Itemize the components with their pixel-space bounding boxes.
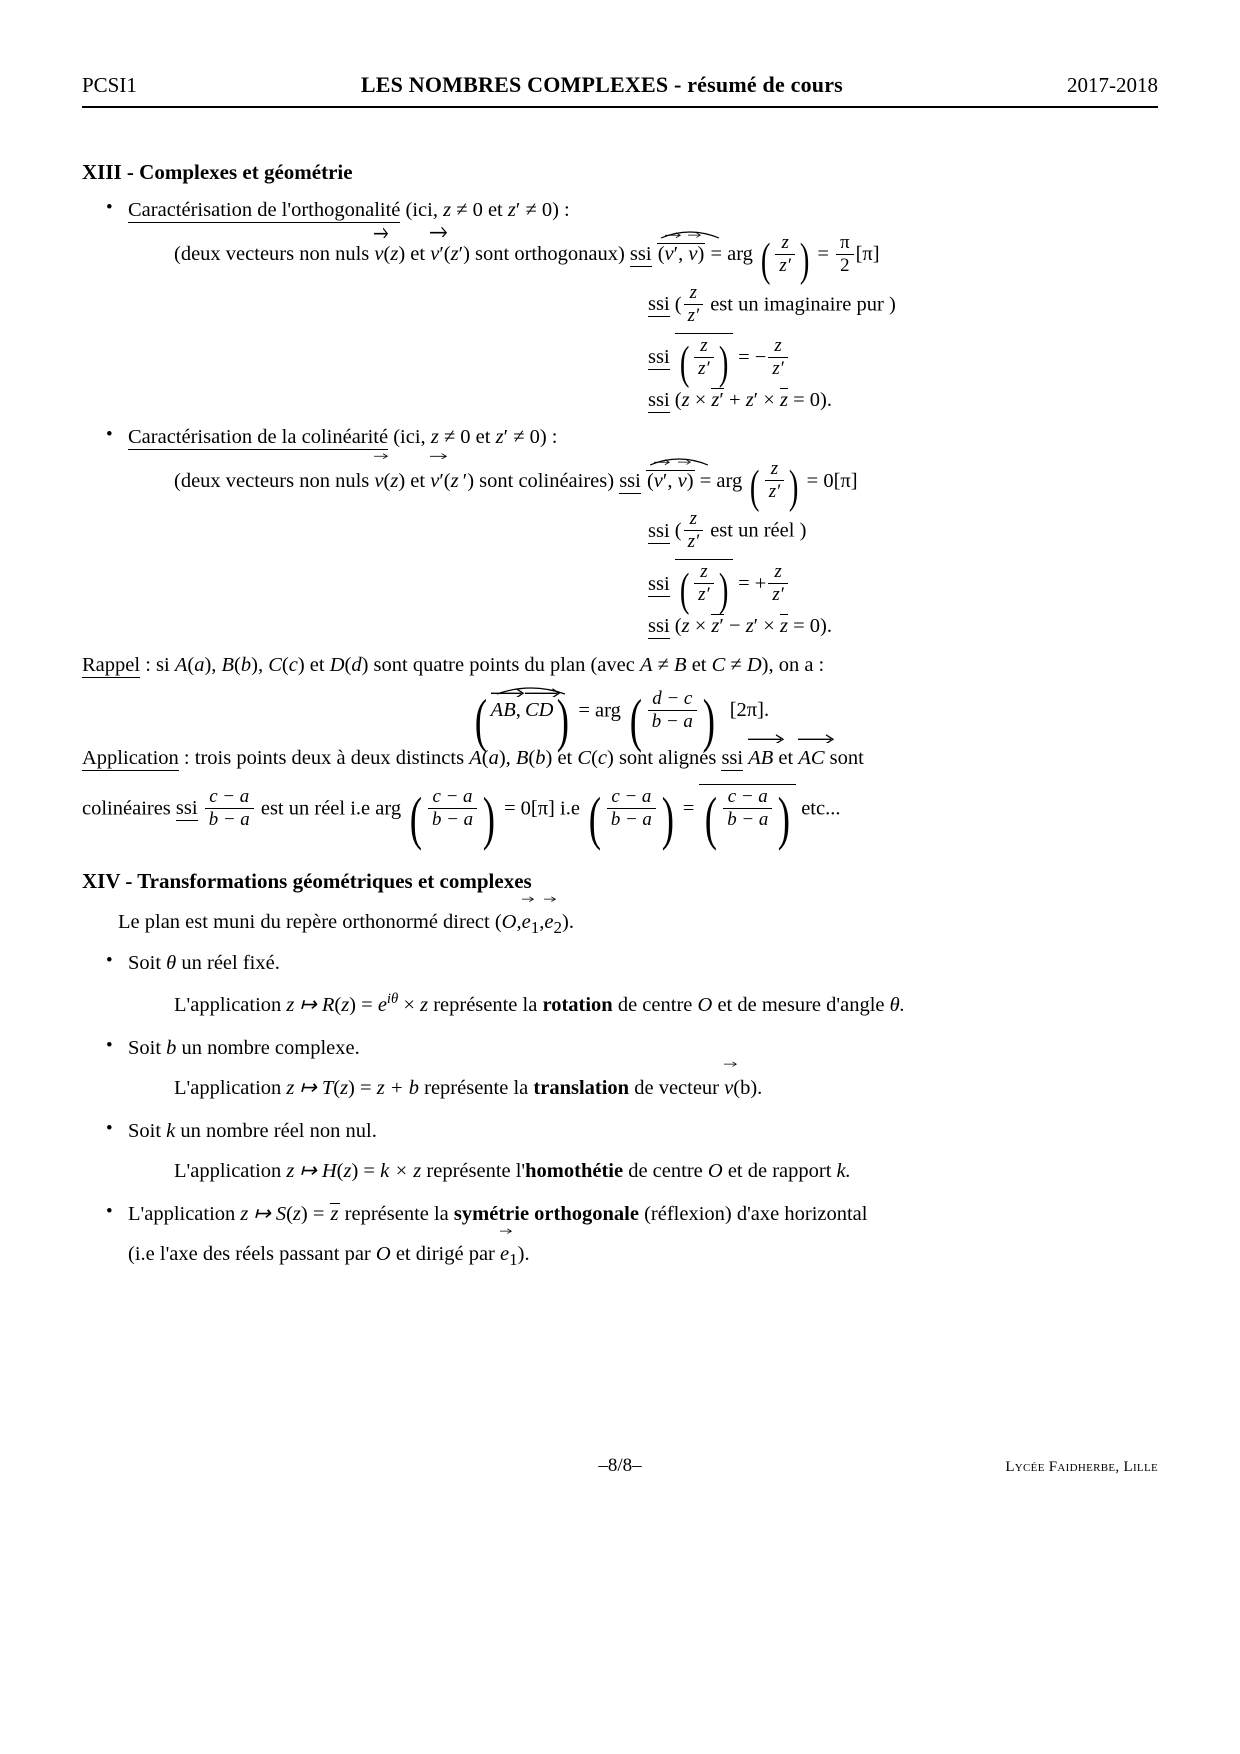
- closing-paren: ).: [517, 1243, 530, 1266]
- vector-e1: e: [500, 1240, 509, 1269]
- subscript-1: 1: [509, 1250, 518, 1270]
- footer-school-name: Lycée Faidherbe, Lille: [1005, 1459, 1158, 1475]
- arg-operator: arg: [727, 242, 753, 265]
- application-equation-line: colinéaires ssi $\frac{c - a}{b - a}$ est un réel i.e arg ( $\frac{c - a}{b - a}$ ) = 0[π] i.e ( $\frac{c - a}{b - a}$ ) = ( $\frac{c - a}{b - a}$ ) etc...: [82, 784, 841, 851]
- text-est-un-reel: est un réel i.e: [260, 796, 371, 819]
- conjugate-z: z: [330, 1203, 339, 1226]
- left-paren: (: [760, 234, 771, 286]
- equals-sign: =: [710, 242, 722, 265]
- plus-sign: +: [754, 572, 767, 595]
- text-reel-fixe: un réel fixé.: [181, 951, 280, 974]
- xiv-intro: Le plan est muni du repère orthonormé direct (O, $e_1$, $e_2$).: [82, 908, 1158, 940]
- map-symbol: z ↦: [286, 1160, 317, 1183]
- vector-AB: AB: [491, 696, 516, 725]
- page-header: [82, 72, 1158, 98]
- text-mesure-angle: et de mesure d'angle: [717, 993, 885, 1016]
- symbol-b: b: [166, 1036, 177, 1059]
- fraction-z-over-zprime: $\frac{z}{z'}$: [684, 509, 703, 552]
- text-application: L'application: [174, 993, 282, 1016]
- text-imaginaire-pur: est un imaginaire pur: [710, 292, 884, 315]
- text-colineaires: colinéaires: [82, 796, 171, 819]
- angle-AB-CD: AB, CD: [491, 692, 554, 725]
- bullet-symetrie: [82, 1200, 1158, 1272]
- bullet-translation-head: [128, 1034, 1158, 1063]
- ssi-keyword: ssi: [619, 469, 641, 492]
- vector-arg: (b).: [733, 1076, 763, 1099]
- ssi-keyword: ssi: [629, 242, 652, 265]
- fraction-ca-over-ba: $\frac{c - a}{b - a}$: [607, 787, 656, 830]
- bullet-rotation: [82, 949, 1158, 1020]
- vector-CD: CD: [525, 696, 553, 725]
- vector-AB-label: AB: [748, 747, 774, 770]
- page-footer: [82, 1455, 1158, 1477]
- rappel-paragraph: Rappel : si A(a), B(b), C(c) et D(d) sont quatre points du plan (avec A ≠ B et C ≠ D), on a :: [82, 654, 825, 677]
- vector-AC-label: AC: [798, 747, 825, 770]
- orthogonalite-equiv-line-1: (deux vecteurs non nuls v(z) et v′(z′) sont orthogonaux) ssi ( v′, v) = arg ( $\frac{z}{z'}$ ) = $\frac{\pi}{2}$ [π]: [128, 230, 1158, 276]
- bullet-rotation-head: [128, 949, 1158, 978]
- point-O: O: [501, 911, 517, 934]
- right-paren: ): [799, 234, 810, 286]
- modulo-pi: 0[π]: [823, 469, 858, 492]
- function-H: H: [321, 1160, 337, 1183]
- symbol-theta: θ: [166, 951, 177, 974]
- equals-sign: =: [738, 345, 750, 368]
- arg-operator: arg: [375, 796, 402, 819]
- text-application: L'application: [174, 1160, 282, 1183]
- bullet-colinearite-label: Caractérisation de la colinéarité: [128, 425, 389, 448]
- fraction-z-over-zprime: $\frac{z}{z'}$: [768, 336, 787, 379]
- text-reflexion-axe: (réflexion) d'axe horizontal: [644, 1203, 868, 1226]
- ssi-keyword: ssi: [648, 388, 670, 411]
- fraction-z-over-zprime: $\frac{z}{z'}$: [765, 459, 784, 502]
- bullet-orthogonalite-condition: (ici, z ≠ 0 et z′ ≠ 0) :: [405, 198, 570, 221]
- colinearite-equiv-line-2: ssi ( $\frac{z}{z'}$ est un réel ): [648, 508, 807, 553]
- conjugate-bar: ( $\frac{z}{z'}$ ): [675, 333, 733, 379]
- text-soit: Soit: [128, 1119, 162, 1142]
- bullet-translation-body: L'application z ↦ T(z) = z + b représente la translation de vecteur v(b).: [128, 1074, 1158, 1103]
- text-application: L'application: [174, 1076, 282, 1099]
- point-O: O: [375, 1243, 391, 1266]
- bullet-homothetie-head: [128, 1117, 1158, 1146]
- minus-sign: −: [754, 345, 767, 368]
- vector-v-icon: v: [374, 467, 383, 496]
- fraction-pi-over-two: $\frac{\pi}{2}$: [836, 233, 854, 276]
- ssi-keyword: ssi: [721, 747, 744, 770]
- fraction-z-over-zprime: $\frac{z}{z'}$: [694, 336, 713, 379]
- orthogonalite-equiv-line-3: [648, 333, 1158, 389]
- colinearite-equiv-line-4: ssi (z × z′ − z′ × z = 0).: [648, 615, 832, 638]
- vector-e2: e: [544, 908, 553, 937]
- document-body: [82, 140, 1158, 1281]
- rappel-label: Rappel: [82, 654, 141, 677]
- ssi-keyword: ssi: [175, 796, 198, 819]
- fraction-ca-over-ba: $\frac{c - a}{b - a}$: [428, 787, 477, 830]
- arg-operator: arg: [595, 698, 621, 721]
- vector-AB: [748, 744, 773, 773]
- modulo-2pi: [2π].: [729, 698, 770, 721]
- ssi-keyword: ssi: [648, 572, 670, 595]
- point-O: O: [697, 993, 713, 1016]
- text-nombre-complexe: un nombre complexe.: [181, 1036, 360, 1059]
- mod-pi-ie: = 0[π] i.e: [503, 796, 580, 819]
- keyword-rotation: rotation: [542, 993, 613, 1016]
- symbol-k: k: [166, 1119, 176, 1142]
- bullet-orthogonalite: [82, 196, 1158, 415]
- ssi-keyword: ssi: [648, 292, 670, 315]
- map-symbol: z ↦: [240, 1203, 271, 1226]
- conjugate-bar: ( $\frac{z}{z'}$ ): [675, 559, 733, 605]
- text-et: et: [778, 747, 794, 770]
- header-title-subtitle: - résumé de cours: [673, 72, 843, 97]
- text-represente-la: représente la: [344, 1203, 449, 1226]
- text-axe-reels: (i.e l'axe des réels passant par: [128, 1243, 371, 1266]
- colinearite-equiv-line-1: (deux vecteurs non nuls v(z) et v′(z ′) sont colinéaires) ssi ( v′, v) = arg ( $\frac{z}{z'}$ ) = 0[π]: [128, 457, 1158, 503]
- vector-vprime-icon: v′: [430, 240, 444, 269]
- colinearite-premise: (deux vecteurs non nuls v(z) et v′(z ′) sont colinéaires): [174, 470, 614, 492]
- text-soit: Soit: [128, 1036, 162, 1059]
- fraction-z-over-zprime: $\frac{z}{z'}$: [775, 233, 794, 276]
- text-de-centre: de centre: [628, 1160, 703, 1183]
- xiv-intro-text: Le plan est muni du repère orthonormé direct: [118, 911, 490, 934]
- fraction-z-over-zprime: $\frac{z}{z'}$: [684, 283, 703, 326]
- map-symbol: z ↦: [286, 993, 317, 1016]
- text-etc: etc...: [801, 796, 841, 819]
- rappel-equation: ( AB, CD) = arg ( $\frac{d - c}{b - a}$ ) [2π].: [474, 686, 770, 753]
- vector-v-icon: v: [724, 1074, 733, 1103]
- text-de-centre: de centre: [617, 993, 693, 1016]
- header-course-code: PCSI1: [82, 73, 137, 97]
- bullet-colinearite-condition: (ici, z ≠ 0 et z′ ≠ 0) :: [393, 425, 558, 448]
- bullet-symetrie-body: • L'application z ↦ S(z) = z représente la symétrie orthogonale (réflexion) d'axe horizontal: [128, 1203, 868, 1226]
- bullet-orthogonalite-label: Caractérisation de l'orthogonalité: [128, 198, 401, 221]
- function-R: R: [321, 993, 335, 1016]
- expression-k-times-z: k × z: [380, 1160, 422, 1183]
- vector-AC: [798, 744, 824, 773]
- fraction-dc-over-ba: $\frac{d - c}{b - a}$: [648, 689, 697, 732]
- bullet-colinearite-header: [128, 423, 1158, 452]
- header-title: [361, 72, 843, 98]
- section-heading-xiii: XIII - Complexes et géométrie: [82, 160, 353, 184]
- orthogonalite-equiv-line-2: ssi ( $\frac{z}{z'}$ est un imaginaire pur ): [648, 281, 896, 326]
- bullet-homothetie-body: L'application z ↦ H(z) = k × z représente l'homothétie de centre O et de rapport k.: [174, 1160, 851, 1183]
- expression-z-plus-b: z + b: [376, 1076, 419, 1099]
- bullet-list-xiv: [82, 949, 1158, 1273]
- vector-e1: e: [522, 908, 531, 937]
- text-de-rapport: et de rapport: [727, 1160, 832, 1183]
- arg-operator: arg: [716, 469, 743, 492]
- ssi-keyword: ssi: [648, 345, 670, 368]
- fraction-z-over-zprime: $\frac{z}{z'}$: [768, 562, 787, 605]
- map-symbol: z ↦: [286, 1076, 317, 1099]
- header-divider: [82, 106, 1158, 108]
- text-de-vecteur: de vecteur: [634, 1076, 720, 1099]
- bullet-orthogonalite-header: [128, 196, 1158, 225]
- bullet-homothetie: [82, 1117, 1158, 1186]
- orthogonalite-premise: (deux vecteurs non nuls v(z) et v′(z′) sont orthogonaux): [174, 243, 625, 265]
- text-soit: Soit: [128, 951, 162, 974]
- header-academic-year: 2017-2018: [1066, 73, 1158, 97]
- bullet-rotation-body: L'application z ↦ $R(z) = e^{i\theta} \times z$ représente la rotation de centre O et de mesure d'angle θ.: [174, 990, 905, 1016]
- bullet-colinearite: [82, 423, 1158, 642]
- symbol-theta: θ.: [889, 993, 905, 1016]
- angle-vprime-v: ( v′, v): [646, 457, 695, 496]
- text-reel: est un réel: [710, 519, 795, 542]
- equals-sign-2: =: [817, 242, 829, 265]
- fraction-ca-over-ba: $\frac{c - a}{b - a}$: [205, 787, 254, 830]
- angle-vprime-v: ( v′, v): [657, 230, 706, 269]
- ssi-keyword: ssi: [648, 615, 670, 638]
- application-paragraph: Application : trois points deux à deux distincts A(a), B(b) et C(c) sont alignés ssi AB et AC sont: [82, 744, 1158, 773]
- vector-v-icon: v: [374, 240, 383, 269]
- orthogonalite-equiv-line-4: ssi (z × z′ + z′ × z = 0).: [648, 388, 832, 411]
- keyword-translation: translation: [533, 1076, 630, 1099]
- header-title-main: LES NOMBRES COMPLEXES: [360, 72, 669, 97]
- section-heading-xiv: XIV - Transformations géométriques et complexes: [82, 868, 532, 893]
- bullet-list-xiii: [82, 196, 1158, 642]
- text-sont: sont: [829, 747, 864, 770]
- bullet-symetrie-second-line: [128, 1240, 1158, 1272]
- ssi-keyword: ssi: [648, 519, 670, 542]
- keyword-homothetie: homothétie: [525, 1160, 624, 1183]
- text-reel-non-nul: un nombre réel non nul.: [180, 1119, 377, 1142]
- conjugate-bar: ( $\frac{c - a}{b - a}$ ): [699, 784, 796, 837]
- keyword-symetrie-orthogonale: symétrie orthogonale: [453, 1203, 639, 1226]
- function-S: S: [275, 1203, 287, 1226]
- application-label: Application: [82, 747, 179, 770]
- vector-vprime-icon: v′: [430, 467, 444, 496]
- colinearite-equiv-line-3: ssi ( $\frac{z}{z'}$ ) = + $\frac{z}{z'}$: [648, 559, 1158, 605]
- text-dirige-par: et dirigé par: [395, 1243, 495, 1266]
- fraction-ca-over-ba: $\frac{c - a}{b - a}$: [723, 787, 772, 830]
- bullet-translation: [82, 1034, 1158, 1103]
- point-O: O: [707, 1160, 723, 1183]
- function-T: T: [321, 1076, 334, 1099]
- footer-page-number: –8/8–: [598, 1455, 642, 1476]
- text-application: L'application: [128, 1203, 236, 1226]
- symbol-k: k.: [836, 1160, 851, 1183]
- fraction-z-over-zprime: $\frac{z}{z'}$: [694, 562, 713, 605]
